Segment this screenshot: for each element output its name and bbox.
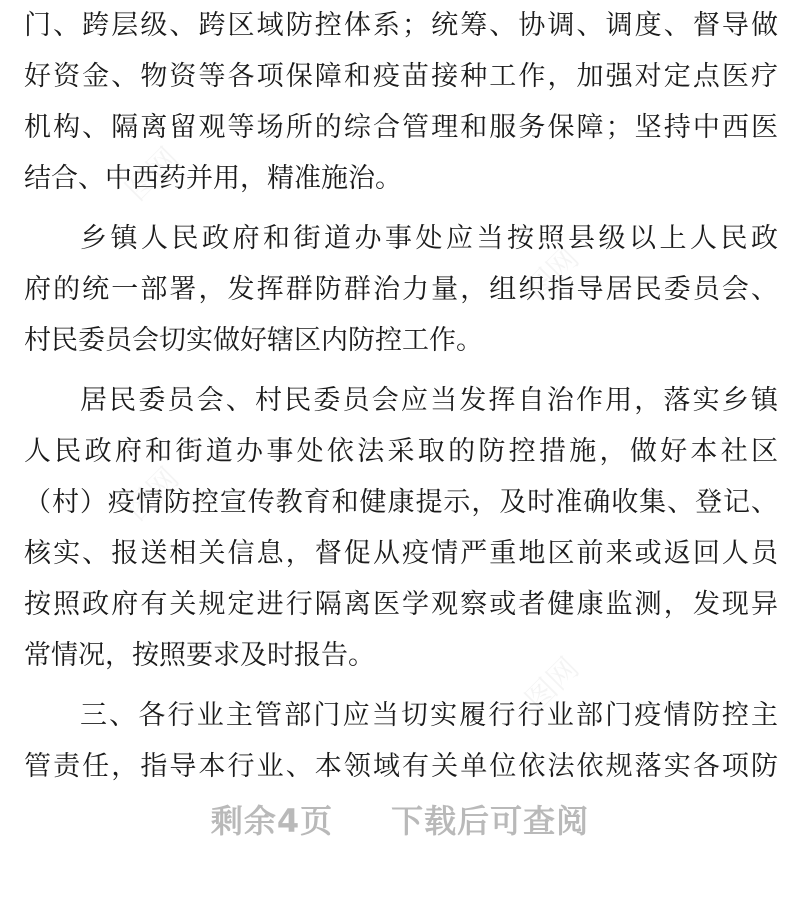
text-line: 结合、中西药并用，精准施治。 — [24, 163, 402, 194]
paragraph-first-line: 居民委员会、村民委员会应当发挥自治作用，落实乡镇 — [80, 385, 778, 416]
text-line: 机构、隔离留观等场所的综合管理和服务保障；坚持中西医 — [24, 112, 778, 143]
document-body — [24, 0, 778, 792]
text-line: 常情况，按照要求及时报告。 — [24, 640, 375, 671]
download-to-view-label[interactable]: 下载后可查阅 — [391, 802, 590, 840]
remaining-pages-label: 剩余4页 — [210, 802, 334, 840]
text-line: （村）疫情防控宣传教育和健康提示，及时准确收集、登记、 — [24, 487, 778, 518]
paragraph-first-line: 乡镇人民政府和街道办事处应当按照县级以上人民政 — [80, 223, 778, 254]
text-line: 府的统一部署，发挥群防群治力量，组织指导居民委员会、 — [24, 274, 778, 305]
text-line: 门、跨层级、跨区域防控体系；统筹、协调、调度、督导做 — [24, 10, 778, 41]
text-line: 好资金、物资等各项保障和疫苗接种工作，加强对定点医疗 — [24, 61, 778, 92]
text-line: 村民委员会切实做好辖区内防控工作。 — [24, 325, 483, 356]
text-line: 核实、报送相关信息，督促从疫情严重地区前来或返回人员 — [24, 538, 778, 569]
text-line: 按照政府有关规定进行隔离医学观察或者健康监测，发现异 — [24, 589, 778, 620]
text-line: 人民政府和街道办事处依法采取的防控措施，做好本社区 — [24, 436, 778, 467]
paragraph-first-line: 三、各行业主管部门应当切实履行行业部门疫情防控主 — [80, 700, 778, 731]
text-line: 管责任，指导本行业、本领域有关单位依法依规落实各项防 — [24, 751, 778, 782]
download-prompt[interactable] — [0, 796, 800, 842]
